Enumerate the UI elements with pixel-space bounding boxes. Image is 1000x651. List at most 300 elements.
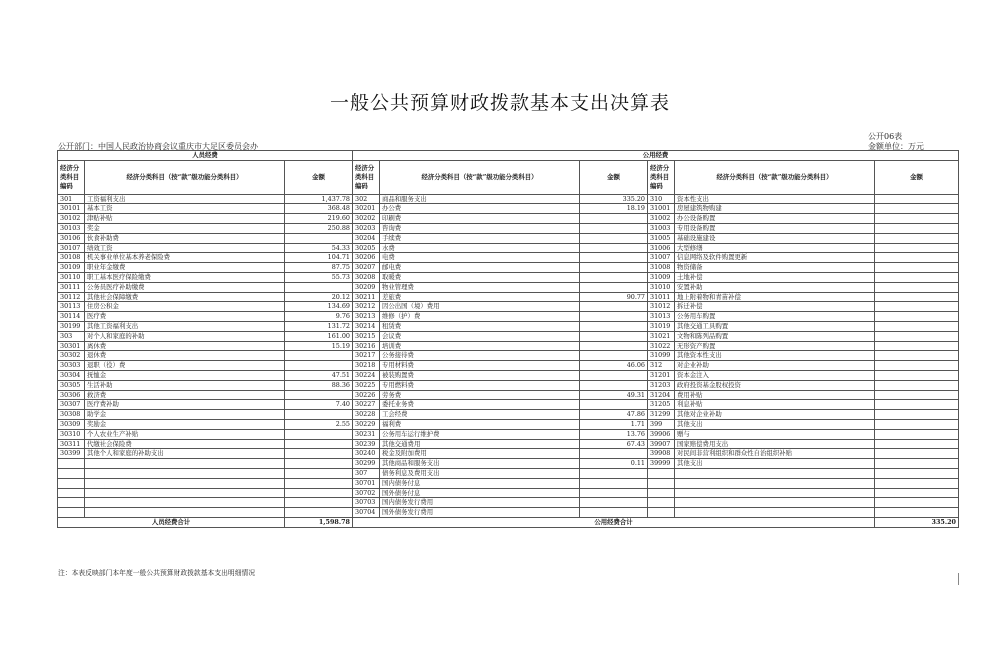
name-cell [85, 468, 285, 478]
code-cell: 31002 [648, 214, 675, 224]
amount-cell [580, 400, 648, 410]
table-row [58, 488, 959, 498]
name-cell: 离休费 [85, 341, 285, 351]
amount-cell: 54.33 [285, 243, 353, 253]
table-row [58, 341, 959, 351]
amount-cell [580, 272, 648, 282]
table-row [58, 321, 959, 331]
column-header-row [58, 160, 959, 194]
table-row [58, 468, 959, 478]
table-row [58, 390, 959, 400]
amount-cell [875, 370, 959, 380]
table-row [58, 351, 959, 361]
amount-cell [580, 312, 648, 322]
code-cell: 30227 [353, 400, 380, 410]
amount-cell [875, 321, 959, 331]
code-cell [58, 498, 85, 508]
code-cell: 31012 [648, 302, 675, 312]
table-note: 注：本表反映部门本年度一般公共预算财政拨款基本支出明细情况 [58, 569, 256, 577]
table-row [58, 410, 959, 420]
name-cell: 生活补助 [85, 380, 285, 390]
amount-cell [285, 439, 353, 449]
code-cell: 30302 [58, 351, 85, 361]
name-cell: 其他社会保障缴费 [85, 292, 285, 302]
amount-cell [580, 243, 648, 253]
department-label: 公开部门：中国人民政治协商会议重庆市大足区委员会办 [58, 142, 258, 151]
name-cell: 个人农业生产补贴 [85, 429, 285, 439]
name-cell: 其他交通工具购置 [675, 321, 875, 331]
amount-cell [875, 243, 959, 253]
name-cell: 公务接待费 [380, 351, 580, 361]
amount-cell [580, 508, 648, 518]
amount-cell [285, 390, 353, 400]
amount-cell [285, 508, 353, 518]
code-cell: 30108 [58, 253, 85, 263]
name-cell: 税金及附加费用 [380, 449, 580, 459]
code-cell: 30299 [353, 459, 380, 469]
table-row [58, 449, 959, 459]
name-cell [675, 468, 875, 478]
name-cell [85, 459, 285, 469]
name-cell [675, 488, 875, 498]
name-cell: 咨询费 [380, 223, 580, 233]
code-cell: 30703 [353, 498, 380, 508]
table-row [58, 292, 959, 302]
code-cell: 31009 [648, 272, 675, 282]
amount-unit: 金额单位：万元 [868, 142, 924, 151]
code-cell: 30199 [58, 321, 85, 331]
code-cell [58, 459, 85, 469]
table-row [58, 331, 959, 341]
name-cell: 抚恤金 [85, 370, 285, 380]
name-cell: 拆迁补偿 [675, 302, 875, 312]
name-cell: 基础设施建设 [675, 233, 875, 243]
name-cell: 职工基本医疗保险缴费 [85, 272, 285, 282]
totals-row [58, 517, 959, 527]
group-header-row [58, 151, 959, 161]
name-cell: 救济费 [85, 390, 285, 400]
code-cell: 30109 [58, 263, 85, 273]
table-row [58, 233, 959, 243]
public-group-header: 公用经费 [353, 151, 959, 161]
code-cell: 30214 [353, 321, 380, 331]
name-cell: 利息补贴 [675, 400, 875, 410]
name-cell: 公务员医疗补助缴费 [85, 282, 285, 292]
code-cell: 30102 [58, 214, 85, 224]
table-row [58, 478, 959, 488]
amount-cell: 1.71 [580, 419, 648, 429]
code-cell: 30701 [353, 478, 380, 488]
form-number: 公开06表 [868, 132, 903, 141]
amount-cell [875, 390, 959, 400]
amount-cell [580, 370, 648, 380]
name-cell: 其他工资福利支出 [85, 321, 285, 331]
code-cell: 30213 [353, 312, 380, 322]
amount-cell: 131.72 [285, 321, 353, 331]
name-cell: 津贴补贴 [85, 214, 285, 224]
name-cell: 其他支出 [675, 419, 875, 429]
table-row [58, 459, 959, 469]
code-cell: 31013 [648, 312, 675, 322]
name-cell: 其他商品和服务支出 [380, 459, 580, 469]
code-cell: 30231 [353, 429, 380, 439]
name-cell: 住房公积金 [85, 302, 285, 312]
table-row [58, 370, 959, 380]
amount-cell [580, 282, 648, 292]
name-column-header: 经济分类科目（按“款”级功能分类科目） [380, 160, 580, 194]
name-cell: 其他交通费用 [380, 439, 580, 449]
table-row [58, 263, 959, 273]
code-cell: 312 [648, 361, 675, 371]
code-cell: 30212 [353, 302, 380, 312]
name-cell: 奖励金 [85, 419, 285, 429]
amount-cell: 2.55 [285, 419, 353, 429]
name-cell: 退职（役）费 [85, 361, 285, 371]
amount-cell [580, 331, 648, 341]
name-cell: 资本金注入 [675, 370, 875, 380]
code-cell: 30111 [58, 282, 85, 292]
code-cell: 31204 [648, 390, 675, 400]
name-cell: 物业管理费 [380, 282, 580, 292]
code-cell: 30308 [58, 410, 85, 420]
name-cell: 对企业补助 [675, 361, 875, 371]
amount-cell: 335.20 [580, 194, 648, 204]
table-row [58, 508, 959, 518]
amount-cell: 49.31 [580, 390, 648, 400]
name-cell [85, 478, 285, 488]
amount-cell: 7.40 [285, 400, 353, 410]
name-cell: 办公费 [380, 204, 580, 214]
code-cell [648, 468, 675, 478]
code-cell: 30204 [353, 233, 380, 243]
amount-cell [875, 351, 959, 361]
amount-cell: 161.00 [285, 331, 353, 341]
code-cell: 31019 [648, 321, 675, 331]
amount-cell [580, 488, 648, 498]
amount-cell [875, 331, 959, 341]
amount-cell [285, 282, 353, 292]
name-cell: 资本性支出 [675, 194, 875, 204]
amount-cell [875, 272, 959, 282]
code-cell: 30304 [58, 370, 85, 380]
amount-cell: 15.19 [285, 341, 353, 351]
name-cell: 水费 [380, 243, 580, 253]
amount-cell [285, 488, 353, 498]
table-row [58, 243, 959, 253]
name-cell: 公务用车运行维护费 [380, 429, 580, 439]
amount-cell: 18.19 [580, 204, 648, 214]
code-cell [58, 478, 85, 488]
table-body [58, 194, 959, 517]
code-cell: 30239 [353, 439, 380, 449]
amount-cell [875, 194, 959, 204]
name-cell: 费用补贴 [675, 390, 875, 400]
code-cell [58, 508, 85, 518]
code-cell: 31299 [648, 410, 675, 420]
table-row [58, 282, 959, 292]
amount-cell [875, 498, 959, 508]
code-cell: 30702 [353, 488, 380, 498]
table-row [58, 498, 959, 508]
name-cell: 委托业务费 [380, 400, 580, 410]
code-column-header: 经济分类科目编码 [58, 160, 85, 194]
amount-cell: 55.73 [285, 272, 353, 282]
code-cell: 30216 [353, 341, 380, 351]
code-cell: 30310 [58, 429, 85, 439]
amount-cell [580, 498, 648, 508]
code-cell: 310 [648, 194, 675, 204]
code-cell: 30211 [353, 292, 380, 302]
code-cell: 39907 [648, 439, 675, 449]
name-cell: 代缴社会保险费 [85, 439, 285, 449]
table-row [58, 429, 959, 439]
amount-cell [285, 468, 353, 478]
amount-cell [875, 459, 959, 469]
amount-cell [875, 312, 959, 322]
code-cell: 31011 [648, 292, 675, 302]
name-cell: 专用材料费 [380, 361, 580, 371]
name-cell: 国内债务发行费用 [380, 498, 580, 508]
name-cell: 培训费 [380, 341, 580, 351]
amount-cell: 47.86 [580, 410, 648, 420]
code-cell: 31006 [648, 243, 675, 253]
code-cell: 31203 [648, 380, 675, 390]
name-cell: 维修（护）费 [380, 312, 580, 322]
amount-cell: 88.36 [285, 380, 353, 390]
code-cell: 31003 [648, 223, 675, 233]
code-cell: 31201 [648, 370, 675, 380]
code-cell: 30209 [353, 282, 380, 292]
code-cell: 30202 [353, 214, 380, 224]
code-cell: 30311 [58, 439, 85, 449]
name-cell [675, 498, 875, 508]
code-column-header: 经济分类科目编码 [648, 160, 675, 194]
amount-cell [875, 439, 959, 449]
amount-cell: 46.06 [580, 361, 648, 371]
code-cell: 30305 [58, 380, 85, 390]
amount-cell [875, 508, 959, 518]
amount-cell [580, 449, 648, 459]
amount-cell [875, 223, 959, 233]
name-column-header: 经济分类科目（按“款”级功能分类科目） [675, 160, 875, 194]
name-cell: 无形资产购置 [675, 341, 875, 351]
code-cell: 30229 [353, 419, 380, 429]
amount-cell [875, 468, 959, 478]
name-cell [85, 488, 285, 498]
amount-cell [875, 204, 959, 214]
code-cell: 39999 [648, 459, 675, 469]
name-cell: 取暖费 [380, 272, 580, 282]
amount-cell: 67.43 [580, 439, 648, 449]
name-cell: 手续费 [380, 233, 580, 243]
name-cell [675, 478, 875, 488]
name-cell: 办公设备购置 [675, 214, 875, 224]
name-cell: 工会经费 [380, 410, 580, 420]
table-row [58, 419, 959, 429]
amount-cell [875, 253, 959, 263]
name-cell: 赠与 [675, 429, 875, 439]
amount-cell: 250.88 [285, 223, 353, 233]
name-cell: 国内债务付息 [380, 478, 580, 488]
amount-cell [285, 233, 353, 243]
amount-cell: 87.75 [285, 263, 353, 273]
table-row [58, 272, 959, 282]
code-cell: 31022 [648, 341, 675, 351]
name-cell [85, 498, 285, 508]
edge-mark [958, 573, 959, 585]
code-cell: 30704 [353, 508, 380, 518]
public-total-label: 公用经费合计 [353, 517, 875, 527]
name-cell: 其他对企业补助 [675, 410, 875, 420]
name-cell: 医疗费 [85, 312, 285, 322]
amount-cell [875, 400, 959, 410]
amount-cell [875, 263, 959, 273]
code-cell: 31008 [648, 263, 675, 273]
name-cell: 地上附着物和青苗补偿 [675, 292, 875, 302]
table-row [58, 223, 959, 233]
code-cell: 30112 [58, 292, 85, 302]
code-cell: 30207 [353, 263, 380, 273]
amount-cell [875, 429, 959, 439]
name-cell: 国外债务发行费用 [380, 508, 580, 518]
amount-cell [580, 263, 648, 273]
name-cell: 其他支出 [675, 459, 875, 469]
code-cell: 30205 [353, 243, 380, 253]
amount-cell [875, 410, 959, 420]
amount-cell [875, 478, 959, 488]
code-cell: 31007 [648, 253, 675, 263]
code-cell: 31205 [648, 400, 675, 410]
table-row [58, 302, 959, 312]
amount-cell [285, 459, 353, 469]
name-cell: 专用设备购置 [675, 223, 875, 233]
name-cell: 助学金 [85, 410, 285, 420]
code-cell [648, 478, 675, 488]
name-column-header: 经济分类科目（按“款”级功能分类科目） [85, 160, 285, 194]
name-cell: 对个人和家庭的补助 [85, 331, 285, 341]
amount-cell [580, 233, 648, 243]
amount-cell: 90.77 [580, 292, 648, 302]
name-cell: 工资福利支出 [85, 194, 285, 204]
code-cell: 303 [58, 331, 85, 341]
amount-cell [875, 341, 959, 351]
code-cell [58, 488, 85, 498]
amount-cell [875, 302, 959, 312]
code-cell: 31099 [648, 351, 675, 361]
name-cell: 债务利息及费用支出 [380, 468, 580, 478]
name-cell: 印刷费 [380, 214, 580, 224]
name-cell: 物资储备 [675, 263, 875, 273]
name-cell: 公务用车购置 [675, 312, 875, 322]
name-cell: 医疗费补助 [85, 400, 285, 410]
code-cell: 30208 [353, 272, 380, 282]
personnel-group-header: 人员经费 [58, 151, 353, 161]
expenditure-table [57, 150, 959, 528]
code-cell: 39906 [648, 429, 675, 439]
amount-cell: 13.76 [580, 429, 648, 439]
amount-cell [580, 214, 648, 224]
code-cell: 30218 [353, 361, 380, 371]
name-cell: 安置补助 [675, 282, 875, 292]
amount-column-header: 金额 [875, 160, 959, 194]
amount-cell [580, 302, 648, 312]
name-cell [85, 508, 285, 518]
amount-cell [285, 361, 353, 371]
table-row [58, 380, 959, 390]
amount-cell [580, 478, 648, 488]
code-cell [58, 468, 85, 478]
code-column-header: 经济分类科目编码 [353, 160, 380, 194]
name-cell: 劳务费 [380, 390, 580, 400]
name-cell: 绩效工资 [85, 243, 285, 253]
code-cell [648, 498, 675, 508]
name-cell: 文物和陈列品购置 [675, 331, 875, 341]
table-row [58, 361, 959, 371]
code-cell: 30228 [353, 410, 380, 420]
code-cell: 30309 [58, 419, 85, 429]
amount-cell: 0.11 [580, 459, 648, 469]
amount-cell [285, 498, 353, 508]
personnel-total-label: 人员经费合计 [58, 517, 285, 527]
amount-cell [875, 214, 959, 224]
name-cell: 机关事业单位基本养老保险费 [85, 253, 285, 263]
table-row [58, 194, 959, 204]
code-cell [648, 488, 675, 498]
name-cell: 房屋建筑物购建 [675, 204, 875, 214]
name-cell: 电费 [380, 253, 580, 263]
amount-cell [285, 478, 353, 488]
name-cell: 国外债务付息 [380, 488, 580, 498]
table-row [58, 214, 959, 224]
code-cell: 307 [353, 468, 380, 478]
amount-cell: 47.51 [285, 370, 353, 380]
amount-cell [875, 233, 959, 243]
name-cell: 退休费 [85, 351, 285, 361]
code-cell: 31005 [648, 233, 675, 243]
code-cell: 30101 [58, 204, 85, 214]
amount-cell [580, 468, 648, 478]
code-cell: 30203 [353, 223, 380, 233]
amount-cell [580, 380, 648, 390]
table-row [58, 439, 959, 449]
code-cell: 31001 [648, 204, 675, 214]
public-total-value: 335.20 [875, 517, 959, 527]
code-cell: 30103 [58, 223, 85, 233]
amount-cell [580, 223, 648, 233]
code-cell: 30399 [58, 449, 85, 459]
name-cell: 其他个人和家庭的补助支出 [85, 449, 285, 459]
name-cell: 商品和服务支出 [380, 194, 580, 204]
code-cell: 30240 [353, 449, 380, 459]
name-cell: 专用燃料费 [380, 380, 580, 390]
amount-cell: 1,437.78 [285, 194, 353, 204]
name-cell: 因公出国（境）费用 [380, 302, 580, 312]
name-cell: 信息网络及软件购置更新 [675, 253, 875, 263]
amount-cell [285, 449, 353, 459]
table-row [58, 400, 959, 410]
table-row [58, 253, 959, 263]
amount-cell [580, 253, 648, 263]
name-cell: 政府投资基金股权投资 [675, 380, 875, 390]
name-cell: 职业年金缴费 [85, 263, 285, 273]
personnel-total-value: 1,598.78 [285, 517, 353, 527]
name-cell: 福利费 [380, 419, 580, 429]
code-cell: 30113 [58, 302, 85, 312]
amount-cell: 9.76 [285, 312, 353, 322]
amount-cell: 20.12 [285, 292, 353, 302]
code-cell: 302 [353, 194, 380, 204]
name-cell: 其他资本性支出 [675, 351, 875, 361]
